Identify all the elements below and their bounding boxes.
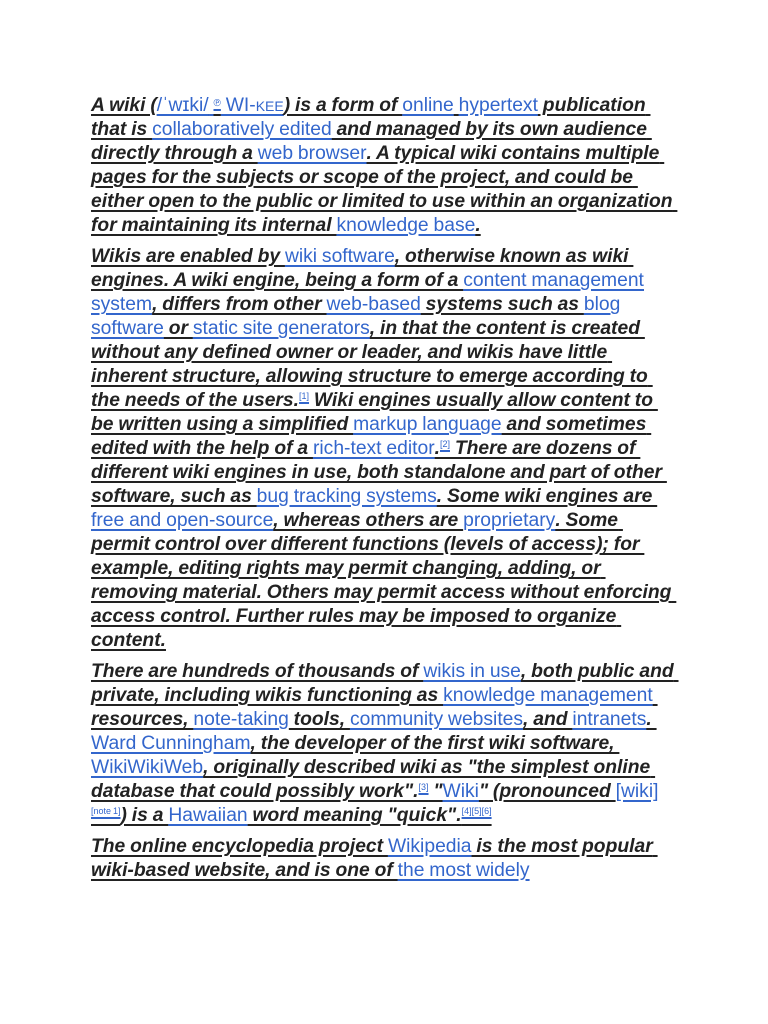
paragraph-text: , whereas others are — [273, 510, 464, 531]
link-knowledge-management[interactable]: knowledge management — [443, 685, 653, 706]
paragraph-wikis-in-use — [91, 660, 679, 828]
citation-3[interactable]: [3] — [418, 782, 429, 792]
link-wikis-in-use[interactable]: wikis in use — [423, 661, 521, 682]
link-wi-kee[interactable]: WI-kee — [220, 95, 284, 116]
link-wiki-pronunciation[interactable]: [wiki] — [615, 781, 659, 802]
paragraph-text: ) is a form of — [283, 95, 403, 116]
paragraph-text: . — [646, 709, 657, 730]
paragraph-text: , otherwise known as wiki engines. A wiki engine, being a form of a — [91, 246, 634, 291]
paragraph-text: , and — [523, 709, 573, 730]
paragraph-text: " (pronounced — [478, 781, 616, 802]
link-free-and-open-source[interactable]: free and open-source — [91, 510, 274, 531]
paragraph-text: and managed by its own audience directly through a — [91, 119, 652, 164]
paragraph-text: Wikis are enabled by — [91, 246, 285, 267]
link-community-websites[interactable]: community websites — [349, 709, 524, 730]
paragraph-text: " — [428, 781, 443, 802]
link-web-based[interactable]: web-based — [326, 294, 421, 315]
paragraph-text: or — [163, 318, 193, 339]
paragraph-text: . — [434, 438, 440, 459]
link-rich-text-editor[interactable]: rich-text editor — [312, 438, 435, 459]
paragraph-text: . A typical wiki contains multiple pages for the subjects or scope of the project, and could be either open to the public or limited to use within an organization for maintaining its internal — [91, 143, 678, 236]
link-online[interactable]: online — [402, 95, 454, 116]
paragraph-text: publication that is — [91, 95, 651, 140]
paragraph-text: , both public and private, including wikis functioning as — [91, 661, 679, 706]
paragraph-wiki-engines — [91, 245, 676, 653]
link-wikiwikiweb[interactable]: WikiWikiWeb — [91, 757, 204, 778]
citation-4-5-6[interactable]: [4][5][6] — [461, 806, 492, 816]
link-knowledge-base[interactable]: knowledge base — [336, 215, 476, 236]
link-ipa[interactable]: /ˈwɪki/ — [156, 95, 209, 116]
link-markup-language[interactable]: markup language — [353, 414, 502, 435]
link-web-browser[interactable]: web browser — [257, 143, 367, 164]
paragraph-text: A wiki ( — [91, 95, 157, 116]
paragraph-text: word meaning "quick". — [247, 805, 462, 826]
link-blog-software[interactable]: blog software — [91, 294, 621, 339]
link-static-site-generators[interactable]: static site generators — [192, 318, 370, 339]
link-wikipedia[interactable]: Wikipedia — [387, 836, 472, 857]
paragraph-text: tools, — [288, 709, 350, 730]
paragraph-text: , in that the content is created without any defined owner or leader, and wikis have little inherent structure, allowing structure to emerge according to the needs of the users. — [91, 318, 653, 411]
link-content-management-system[interactable]: content management system — [91, 270, 644, 315]
link-hypertext[interactable]: hypertext — [458, 95, 538, 116]
link-ward-cunningham[interactable]: Ward Cunningham — [91, 733, 251, 754]
paragraph-text: resources, — [91, 685, 658, 730]
paragraph-text: There are hundreds of thousands of — [91, 661, 424, 682]
citation-2[interactable]: [2] — [439, 439, 450, 449]
link-intranets[interactable]: intranets — [572, 709, 647, 730]
link-hawaiian[interactable]: Hawaiian — [168, 805, 248, 826]
citation-note-1[interactable]: [note 1] — [91, 806, 121, 816]
paragraph-text: . Some permit control over different functions (levels of access); for example, editing rights may permit changing, adding, or removing material. Others may permit access without enforcing access control. Further rules may be imposed to organize content. — [91, 510, 677, 651]
paragraph-text: systems such as — [420, 294, 584, 315]
paragraph-text: is the most popular wiki-based website, and is one of — [91, 836, 658, 881]
audio-speaker-icon[interactable]: ℗ — [213, 98, 221, 109]
link-the-most-widely[interactable]: the most widely — [397, 860, 530, 881]
link-wiki-software[interactable]: wiki software — [284, 246, 395, 267]
paragraph-text: There are dozens of different wiki engines in use, both standalone and part of other software, such as — [91, 438, 667, 507]
link-collaboratively-edited[interactable]: collaboratively edited — [152, 119, 332, 140]
paragraph-intro — [91, 92, 676, 238]
citation-1[interactable]: [1] — [299, 391, 310, 401]
paragraph-text: , differs from other — [152, 294, 327, 315]
paragraph-wikipedia — [91, 835, 676, 883]
paragraph-text: and sometimes edited with the help of a — [91, 414, 652, 459]
paragraph-text: Wiki engines usually allow content to be written using a simplified — [91, 390, 658, 435]
paragraph-text: The online encyclopedia project — [91, 836, 388, 857]
paragraph-text: . — [475, 215, 481, 236]
link-proprietary[interactable]: proprietary — [463, 510, 556, 531]
paragraph-text: ) is a — [120, 805, 169, 826]
link-note-taking[interactable]: note-taking — [193, 709, 289, 730]
paragraph-text: , originally described wiki as "the simplest online database that could possibly work". — [91, 757, 656, 802]
link-wiki[interactable]: Wiki — [442, 781, 479, 802]
paragraph-text: . Some wiki engines are — [436, 486, 658, 507]
paragraph-text: , the developer of the first wiki software, — [250, 733, 620, 754]
link-bug-tracking-systems[interactable]: bug tracking systems — [256, 486, 437, 507]
